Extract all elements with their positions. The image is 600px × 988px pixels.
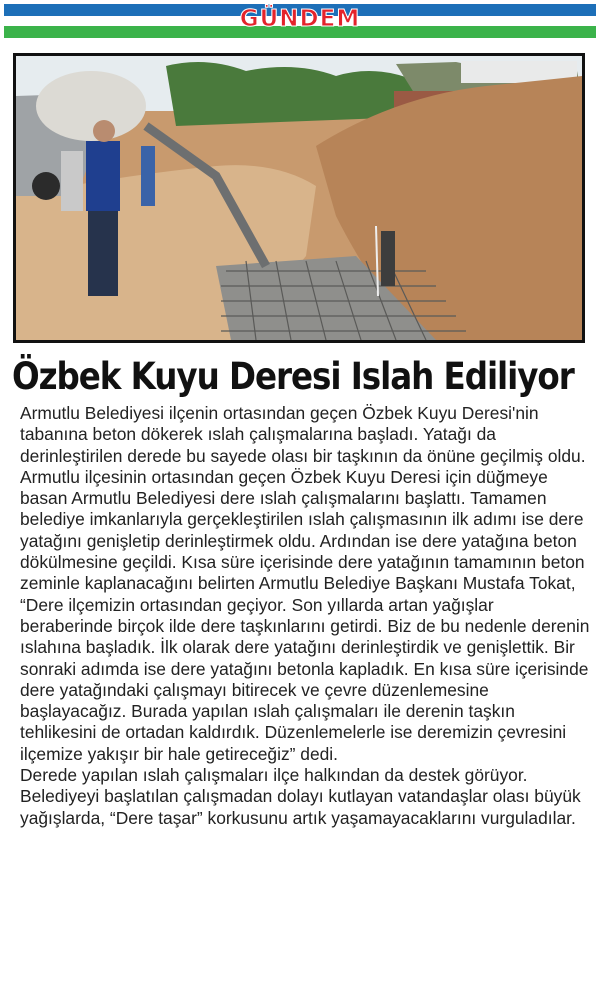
article-photo	[13, 53, 585, 343]
section-label: GÜNDEM	[239, 6, 361, 32]
section-banner	[4, 4, 596, 38]
photo-worker-pit	[381, 231, 395, 286]
article-paragraph: Armutlu Belediyesi ilçenin ortasından geçen Özbek Kuyu Deresi'nin tabanına beton dökerek ıslah çalışmalarına başladı. Yatağı da derinleştirilen derede bu sayede olası bir taşkının da önüne geçilmiş oldu.	[20, 403, 586, 466]
photo-person-jeans	[88, 211, 118, 296]
construction-photo	[16, 56, 582, 340]
article-paragraph: Armutlu ilçesinin ortasından geçen Özbek Kuyu Deresi için düğmeye basan Armutlu Belediyesi dere ıslah çalışmalarını başlattı. Tamamen belediye imkanlarıyla gerçekleştirilen ıslah çalışmasının ilk adımı ise dere yatağını genişletip derinleştirmek oldu. Ardından ise dere yatağına beton dökülmesine geçildi. Kısa süre içerisinde dere yatağının tamamının beton zeminle kaplanacağını belirten Armutlu Belediye Başkanı Mustafa Tokat, “Dere ilçemizin ortasından geçiyor. Son yıllarda artan yağışlar beraberinde birçok ilde dere taşkınlarını getirdi. Biz de bu nedenle derenin ıslahına başladık. İlk olarak dere yatağını derinleştirdik ve genişlettik. Bir sonraki adımda ise dere yatağını betonla kapladık. En kısa süre içerisinde dere yatağındaki çalışmayı bitirecek ve çevre düzenlemesine başlayacağız. Burada yapılan ıslah çalışmaları ile derenin taşkın tehlikesini de ortadan kaldırdık. Düzenlemelerle ise deremizin çevresini ilçemize yakışır bir hale getireceğiz” dedi.	[20, 466, 590, 764]
photo-person-head	[93, 120, 115, 142]
article-headline: Özbek Kuyu Deresi Islah Ediliyor	[12, 355, 574, 398]
photo-worker-back	[141, 146, 155, 206]
photo-wheel	[32, 172, 60, 200]
photo-mixer-drum	[36, 71, 146, 141]
photo-person-blue-shirt	[86, 141, 120, 211]
photo-person-grey-shirt	[61, 151, 83, 211]
article-body	[20, 403, 590, 829]
article-paragraph: Derede yapılan ıslah çalışmaları ilçe halkından da destek görüyor. Belediyeyi başlatılan çalışmadan dolayı kutlayan vatandaşlar olası büyük yağışlarda, “Dere taşar” korkusunu artık yaşamayacaklarını vurguladılar.	[20, 765, 581, 828]
